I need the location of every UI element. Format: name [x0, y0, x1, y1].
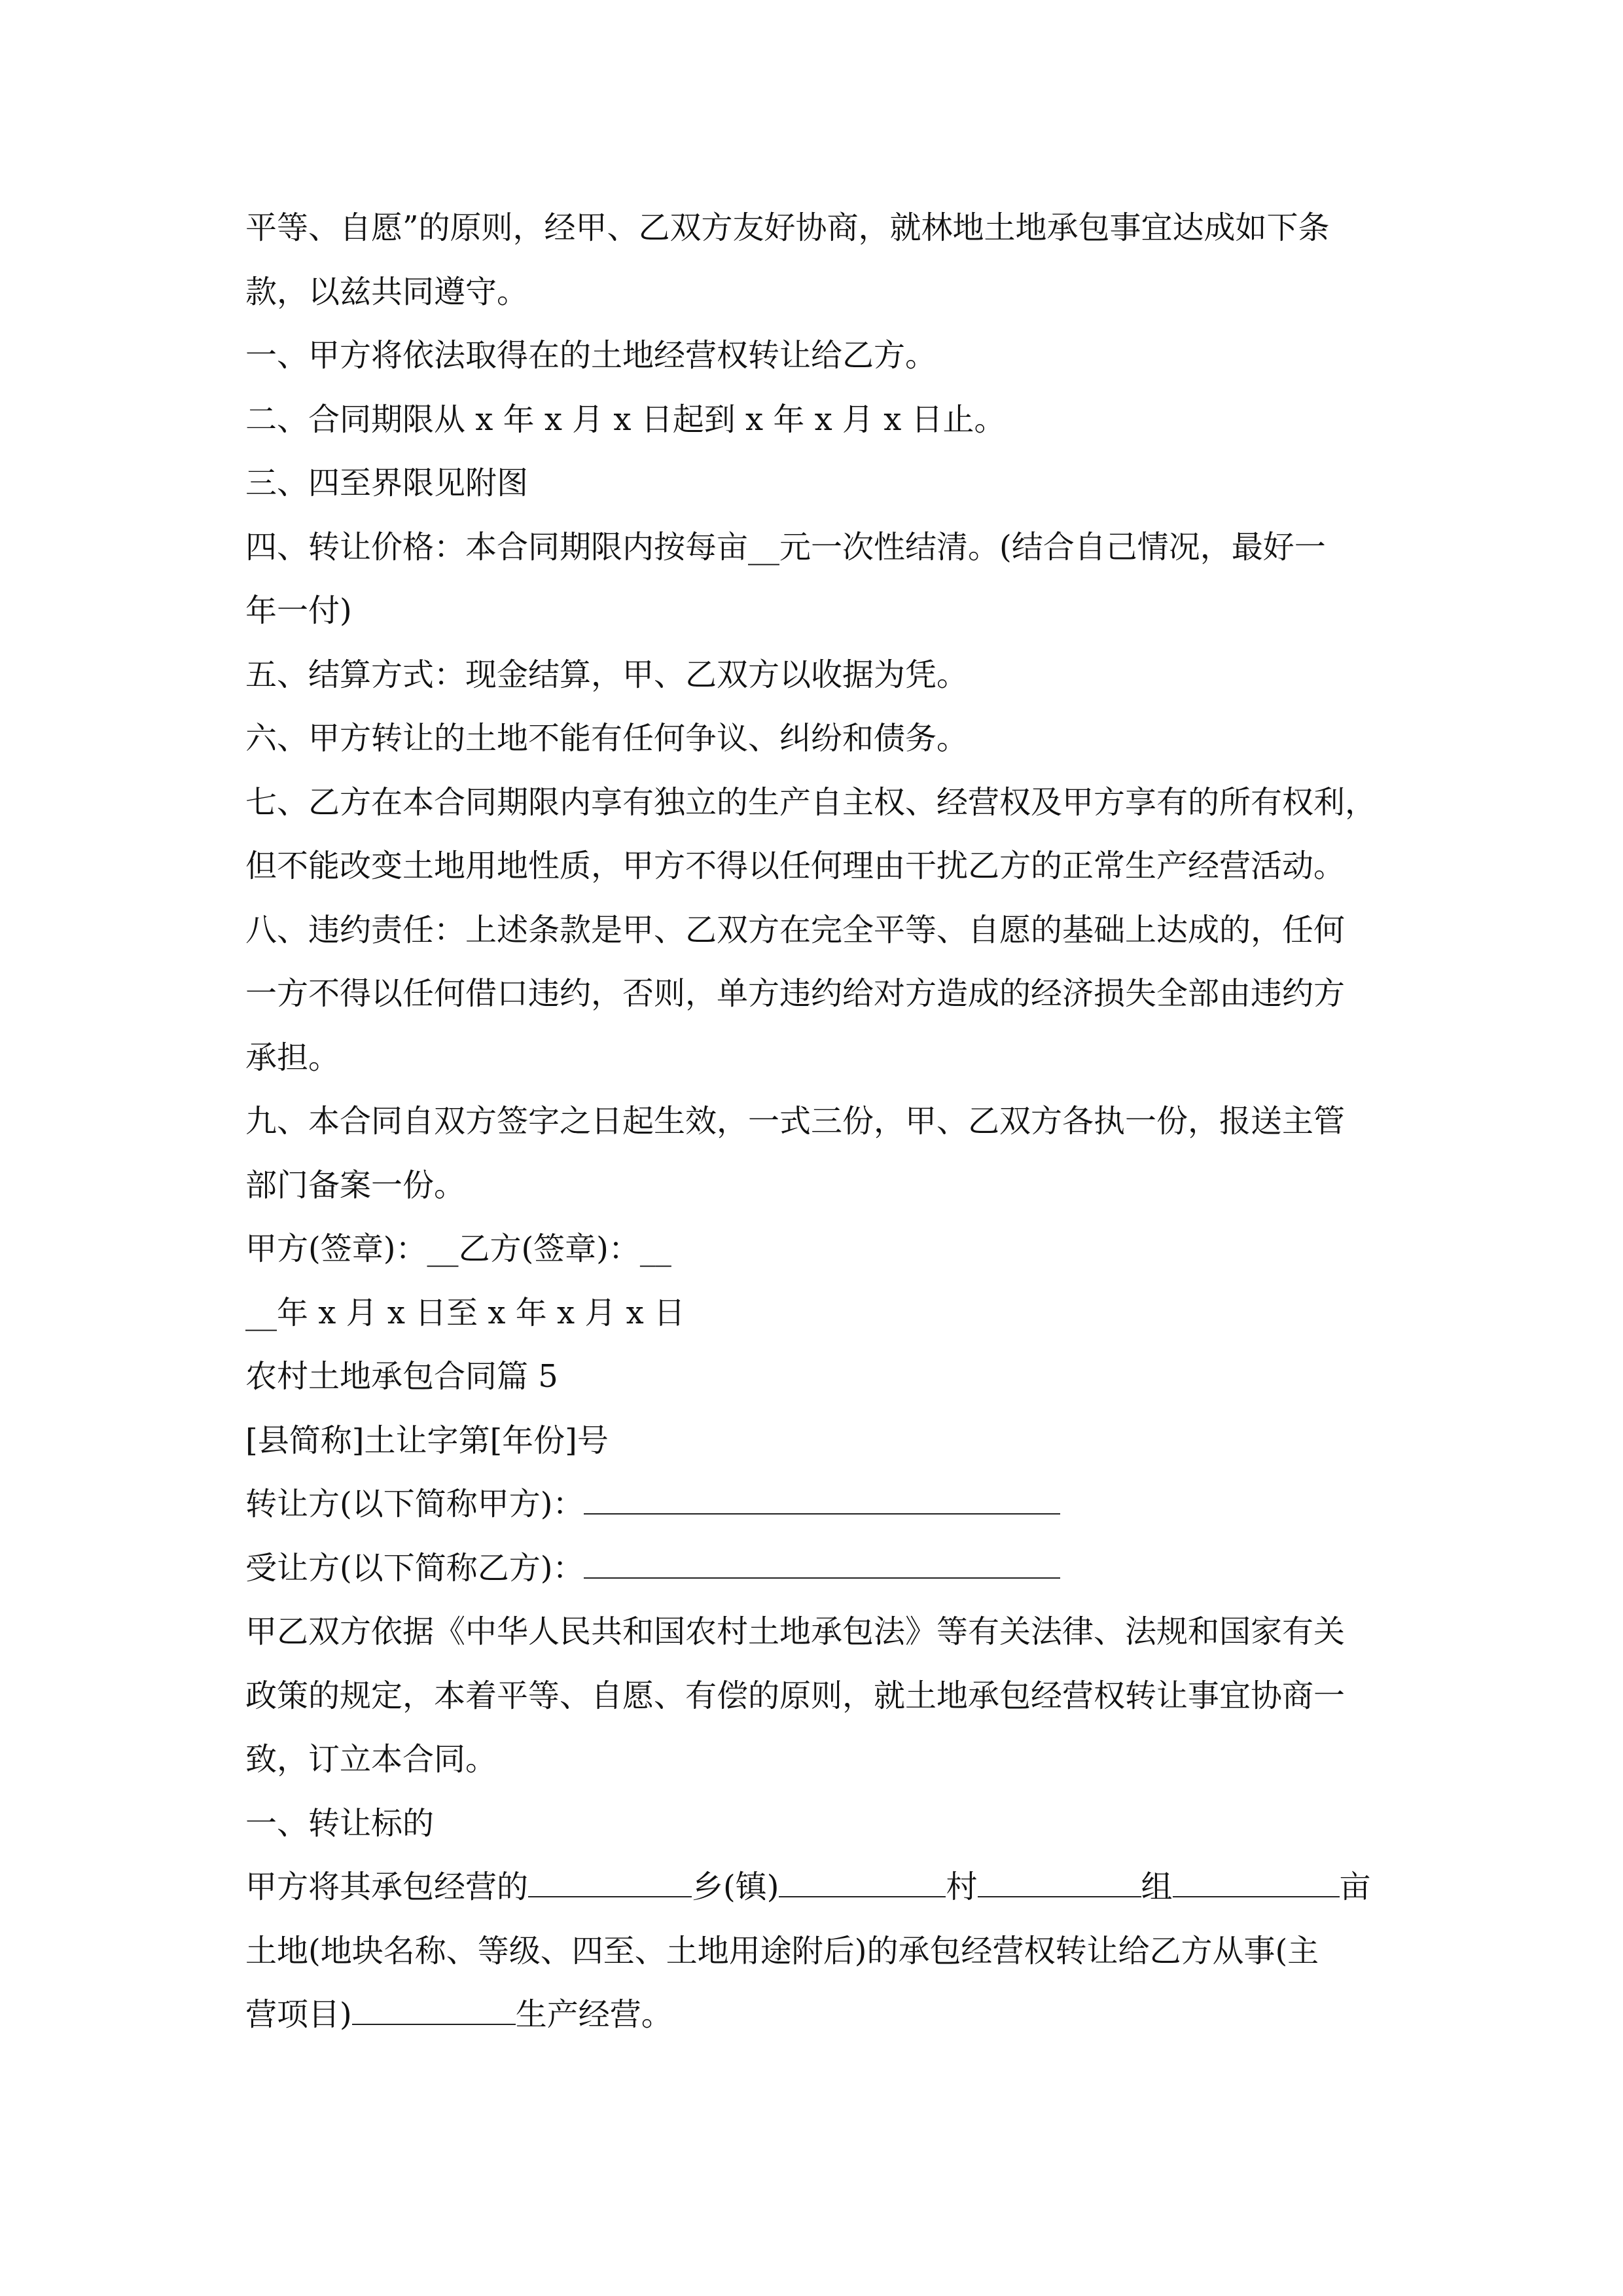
text-line: 政策的规定，本着平等、自愿、有偿的原则，就土地承包经营权转让事宜协商一 [245, 1677, 1346, 1714]
township-blank[interactable] [528, 1870, 692, 1897]
mu-label: 亩 [1339, 1869, 1371, 1905]
target-line-1 [245, 1856, 1397, 1920]
transferee-blank[interactable] [584, 1551, 1060, 1579]
contract-body [245, 196, 1397, 2047]
business-blank[interactable] [352, 1998, 516, 2025]
text-line: 致，订立本合同。 [245, 1741, 497, 1778]
business-prefix: 营项目) [245, 1996, 352, 2033]
clause-6: 六、甲方转让的土地不能有任何争议、纠纷和债务。 [245, 720, 969, 757]
subsection-title: 一、转让标的 [245, 1804, 435, 1842]
target-line-3 [245, 1983, 1397, 2047]
village-label: 村 [946, 1869, 978, 1905]
transferee-label: 受让方(以下简称乙方)： [245, 1549, 584, 1587]
text-line: 一方不得以任何借口违约，否则，单方违约给对方造成的经济损失全部由违约方 [245, 975, 1346, 1012]
text-line: 部门备案一份。 [245, 1166, 466, 1204]
document-number: [县简称]土让字第[年份]号 [245, 1422, 609, 1459]
clause-3: 三、四至界限见附图 [245, 465, 529, 501]
clause-7: 七、乙方在本合同期限内享有独立的生产自主权、经营权及甲方享有的所有权利， [245, 783, 1377, 821]
transferor-blank[interactable] [584, 1487, 1060, 1515]
text-line: 年一付) [245, 592, 352, 629]
clause-9: 九、本合同自双方签字之日起生效，一式三份，甲、乙双方各执一份，报送主管 [245, 1103, 1346, 1139]
text-line: 承担。 [245, 1039, 340, 1076]
clause-1: 一、甲方将依法取得在的土地经营权转让给乙方。 [245, 337, 937, 374]
group-blank[interactable] [978, 1870, 1141, 1897]
village-blank[interactable] [779, 1870, 946, 1897]
group-label: 组 [1141, 1869, 1173, 1905]
clause-8: 八、违约责任：上述条款是甲、乙双方在完全平等、自愿的基础上达成的，任何 [245, 911, 1346, 948]
target-line-2: 土地(地块名称、等级、四至、土地用途附后)的承包经营权转让给乙方从事(主 [245, 1932, 1319, 1969]
township-label: 乡(镇) [692, 1869, 779, 1905]
section-title: 农村土地承包合同篇 5 [245, 1358, 558, 1395]
clause-2: 二、合同期限从 x 年 x 月 x 日起到 x 年 x 月 x 日止。 [245, 401, 1006, 438]
transferee-line [245, 1537, 1397, 1601]
text-line: 但不能改变土地用地性质，甲方不得以任何理由干扰乙方的正常生产经营活动。 [245, 848, 1346, 884]
signature-line: 甲方(签章)：__乙方(签章)：__ [245, 1230, 671, 1267]
business-suffix: 生产经营。 [515, 1996, 673, 2033]
text-line: 款，以兹共同遵守。 [245, 273, 529, 310]
text-line: 甲乙双方依据《中华人民共和国农村土地承包法》等有关法律、法规和国家有关 [245, 1613, 1346, 1650]
transferor-label: 转让方(以下简称甲方)： [245, 1486, 584, 1522]
target-prefix: 甲方将其承包经营的 [245, 1869, 529, 1905]
text-line: 平等、自愿”的原则，经甲、乙双方友好协商，就林地土地承包事宜达成如下条 [245, 209, 1330, 246]
transferor-line [245, 1473, 1397, 1537]
clause-4: 四、转让价格：本合同期限内按每亩__元一次性结清。(结合自己情况，最好一 [245, 528, 1326, 565]
clause-5: 五、结算方式：现金结算，甲、乙双方以收据为凭。 [245, 656, 969, 693]
mu-blank[interactable] [1173, 1870, 1340, 1897]
date-line: __年 x 月 x 日至 x 年 x 月 x 日 [245, 1294, 685, 1331]
